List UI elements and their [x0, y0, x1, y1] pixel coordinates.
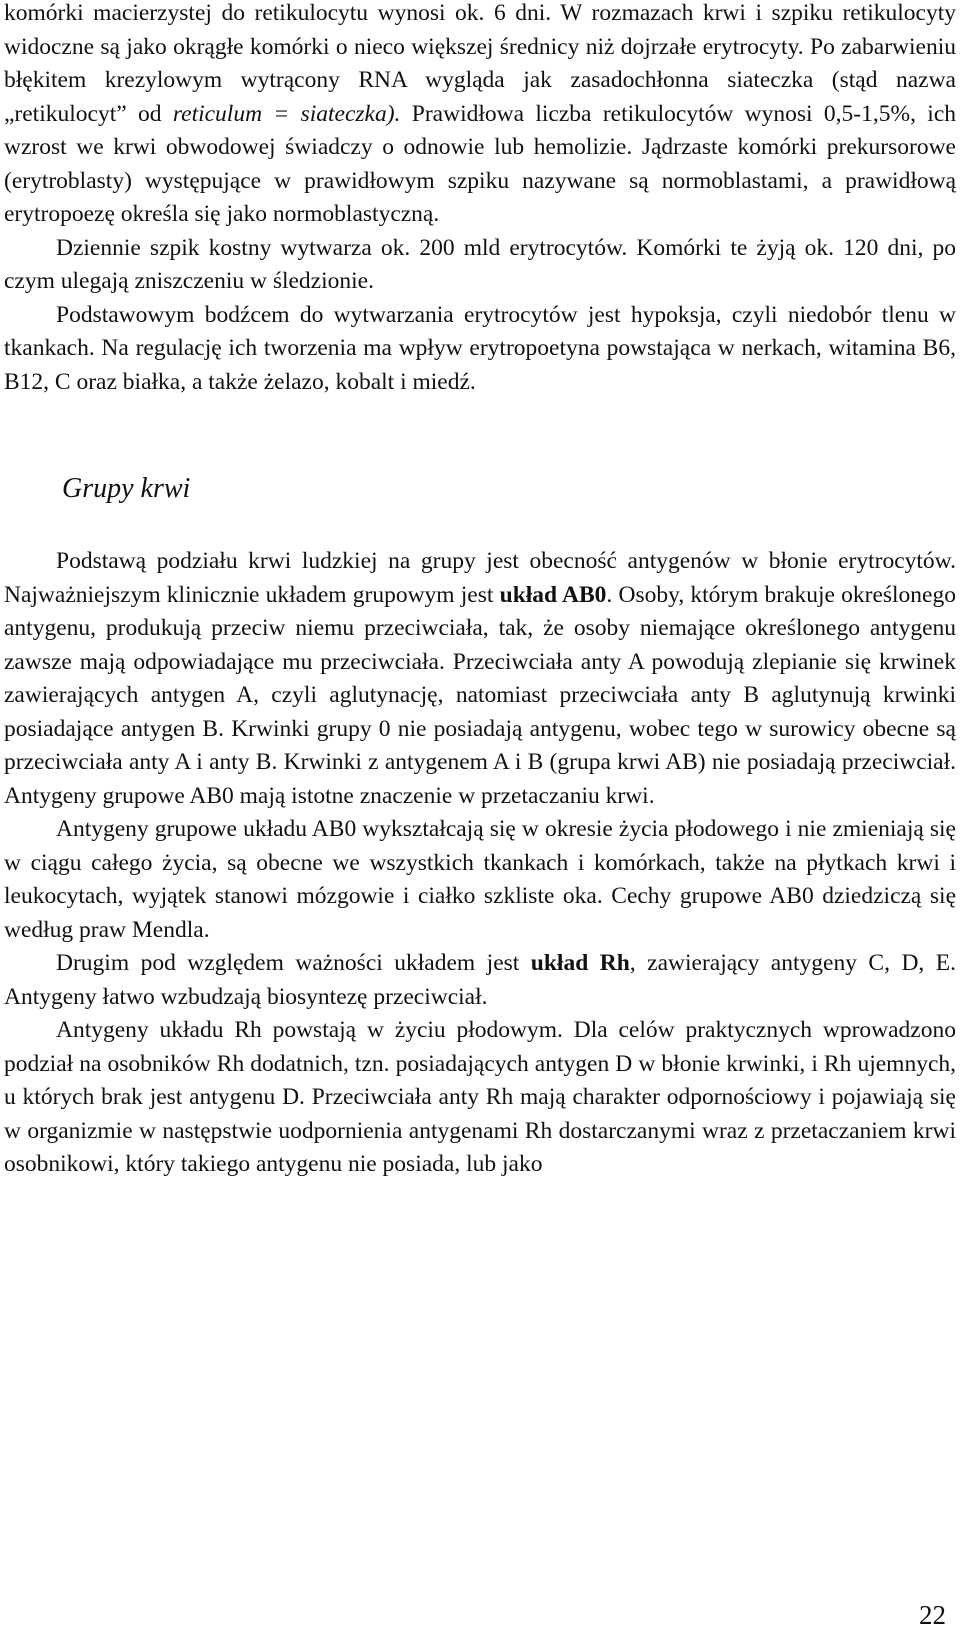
- rh-text-a: Drugim pod względem ważności układem jest: [56, 950, 531, 976]
- paragraph-hypoxia-stimulus: Podstawowym bodźcem do wytwarzania erytrocytów jest hypoksja, czyli niedobór tlenu w tkankach. Na regulację ich tworzenia ma wpływ erytropoetyna powstająca w nerkach, witamina B6, B12, C oraz białka, a także żelazo, kobalt i miedź.: [4, 301, 956, 395]
- rh-text-b: , zawierający antygeny C, D, E. Antygeny łatwo wzbudzają biosyntezę przeciwciał.: [4, 950, 957, 1010]
- reticulocytes-text-a: komórki macierzystej do retikulocytu wynosi ok. 6 dni. W rozmazach krwi i szpiku retikulocyty widoczne są jako okrągłe komórki o nieco większej średnicy niż dojrzałe erytrocyty. Po zabarwieniu błękitem krezylowym wytrącony RNA wygląda jak zasadochłonna siateczka (stąd nazwa „retikulocyt” od: [4, 0, 956, 127]
- page-number: 22: [919, 1600, 946, 1630]
- ab0-text-a: Podstawą podziału krwi ludzkiej na grupy jest obecność antygenów w błonie erytrocytów. Najważniejszym klinicznie układem grupowym jest: [4, 548, 956, 608]
- paragraph-ab0-antigens: Antygeny grupowe układu AB0 wykształcają się w okresie życia płodowego i nie zmieniają się w ciągu całego życia, są obecne we wszystkich tkankach i komórkach, także na płytkach krwi i leukocytach, wyjątek stanowi mózgowie i ciałko szkliste oka. Cechy grupowe AB0 dziedziczą się według praw Mendla.: [4, 816, 956, 943]
- ab0-bold-term: układ AB0: [499, 581, 607, 608]
- paragraph-ab0-system: [4, 545, 956, 813]
- paragraph-rh-antigens: Antygeny układu Rh powstają w życiu płodowym. Dla celów praktycznych wprowadzono podział na osobników Rh dodatnich, tzn. posiadających antygen D w błonie krwinki, i Rh ujemnych, u których brak jest antygenu D. Przeciwciała anty Rh mają charakter odpornościowy i pojawiają się w organizmie w następstwie uodpornienia antygenami Rh dostarczanymi wraz z przetaczaniem krwi osobnikowi, który takiego antygenu nie posiada, lub jako: [4, 1017, 956, 1177]
- reticulocytes-text-b: Prawidłowa liczba retikulocytów wynosi 0,5-1,5%, ich wzrost we krwi obwodowej świadczy o odnowie lub hemolizie. Jądrzaste komórki prekursorowe (erytroblasty) występujące w prawidłowym szpiku nazywane są normoblastami, a prawidłową erytropoezę określa się jako normoblastyczną.: [4, 100, 957, 227]
- rh-bold-term: układ Rh: [530, 950, 630, 976]
- paragraph-daily-production: Dziennie szpik kostny wytwarza ok. 200 mld erytrocytów. Komórki te żyją ok. 120 dni, po czym ulegają zniszczeniu w śledzionie.: [4, 234, 956, 294]
- reticulum-italic: reticulum = siateczka).: [172, 100, 401, 127]
- section-heading-blood-groups: Grupy krwi: [62, 473, 191, 504]
- document-page: [4, 0, 956, 1182]
- paragraph-rh-system: [4, 947, 956, 1014]
- paragraph-reticulocytes: [4, 0, 956, 232]
- ab0-text-b: . Osoby, którym brakuje określonego antygenu, produkują przeciw niemu przeciwciała, tak, że osoby niemające określonego antygenu zawsze mają odpowiadające mu przeciwciała. Przeciwciała anty A powodują zlepianie się krwinek zawierających antygen A, czyli aglutynację, natomiast przeciwciała anty B aglutynują krwinki posiadające antygen B. Krwinki grupy 0 nie posiadają antygenu, wobec tego w surowicy obecne są przeciwciała anty A i anty B. Krwinki z antygenem A i B (grupa krwi AB) nie posiadają przeciwciał. Antygeny grupowe AB0 mają istotne znaczenie w przetaczaniu krwi.: [4, 581, 956, 809]
